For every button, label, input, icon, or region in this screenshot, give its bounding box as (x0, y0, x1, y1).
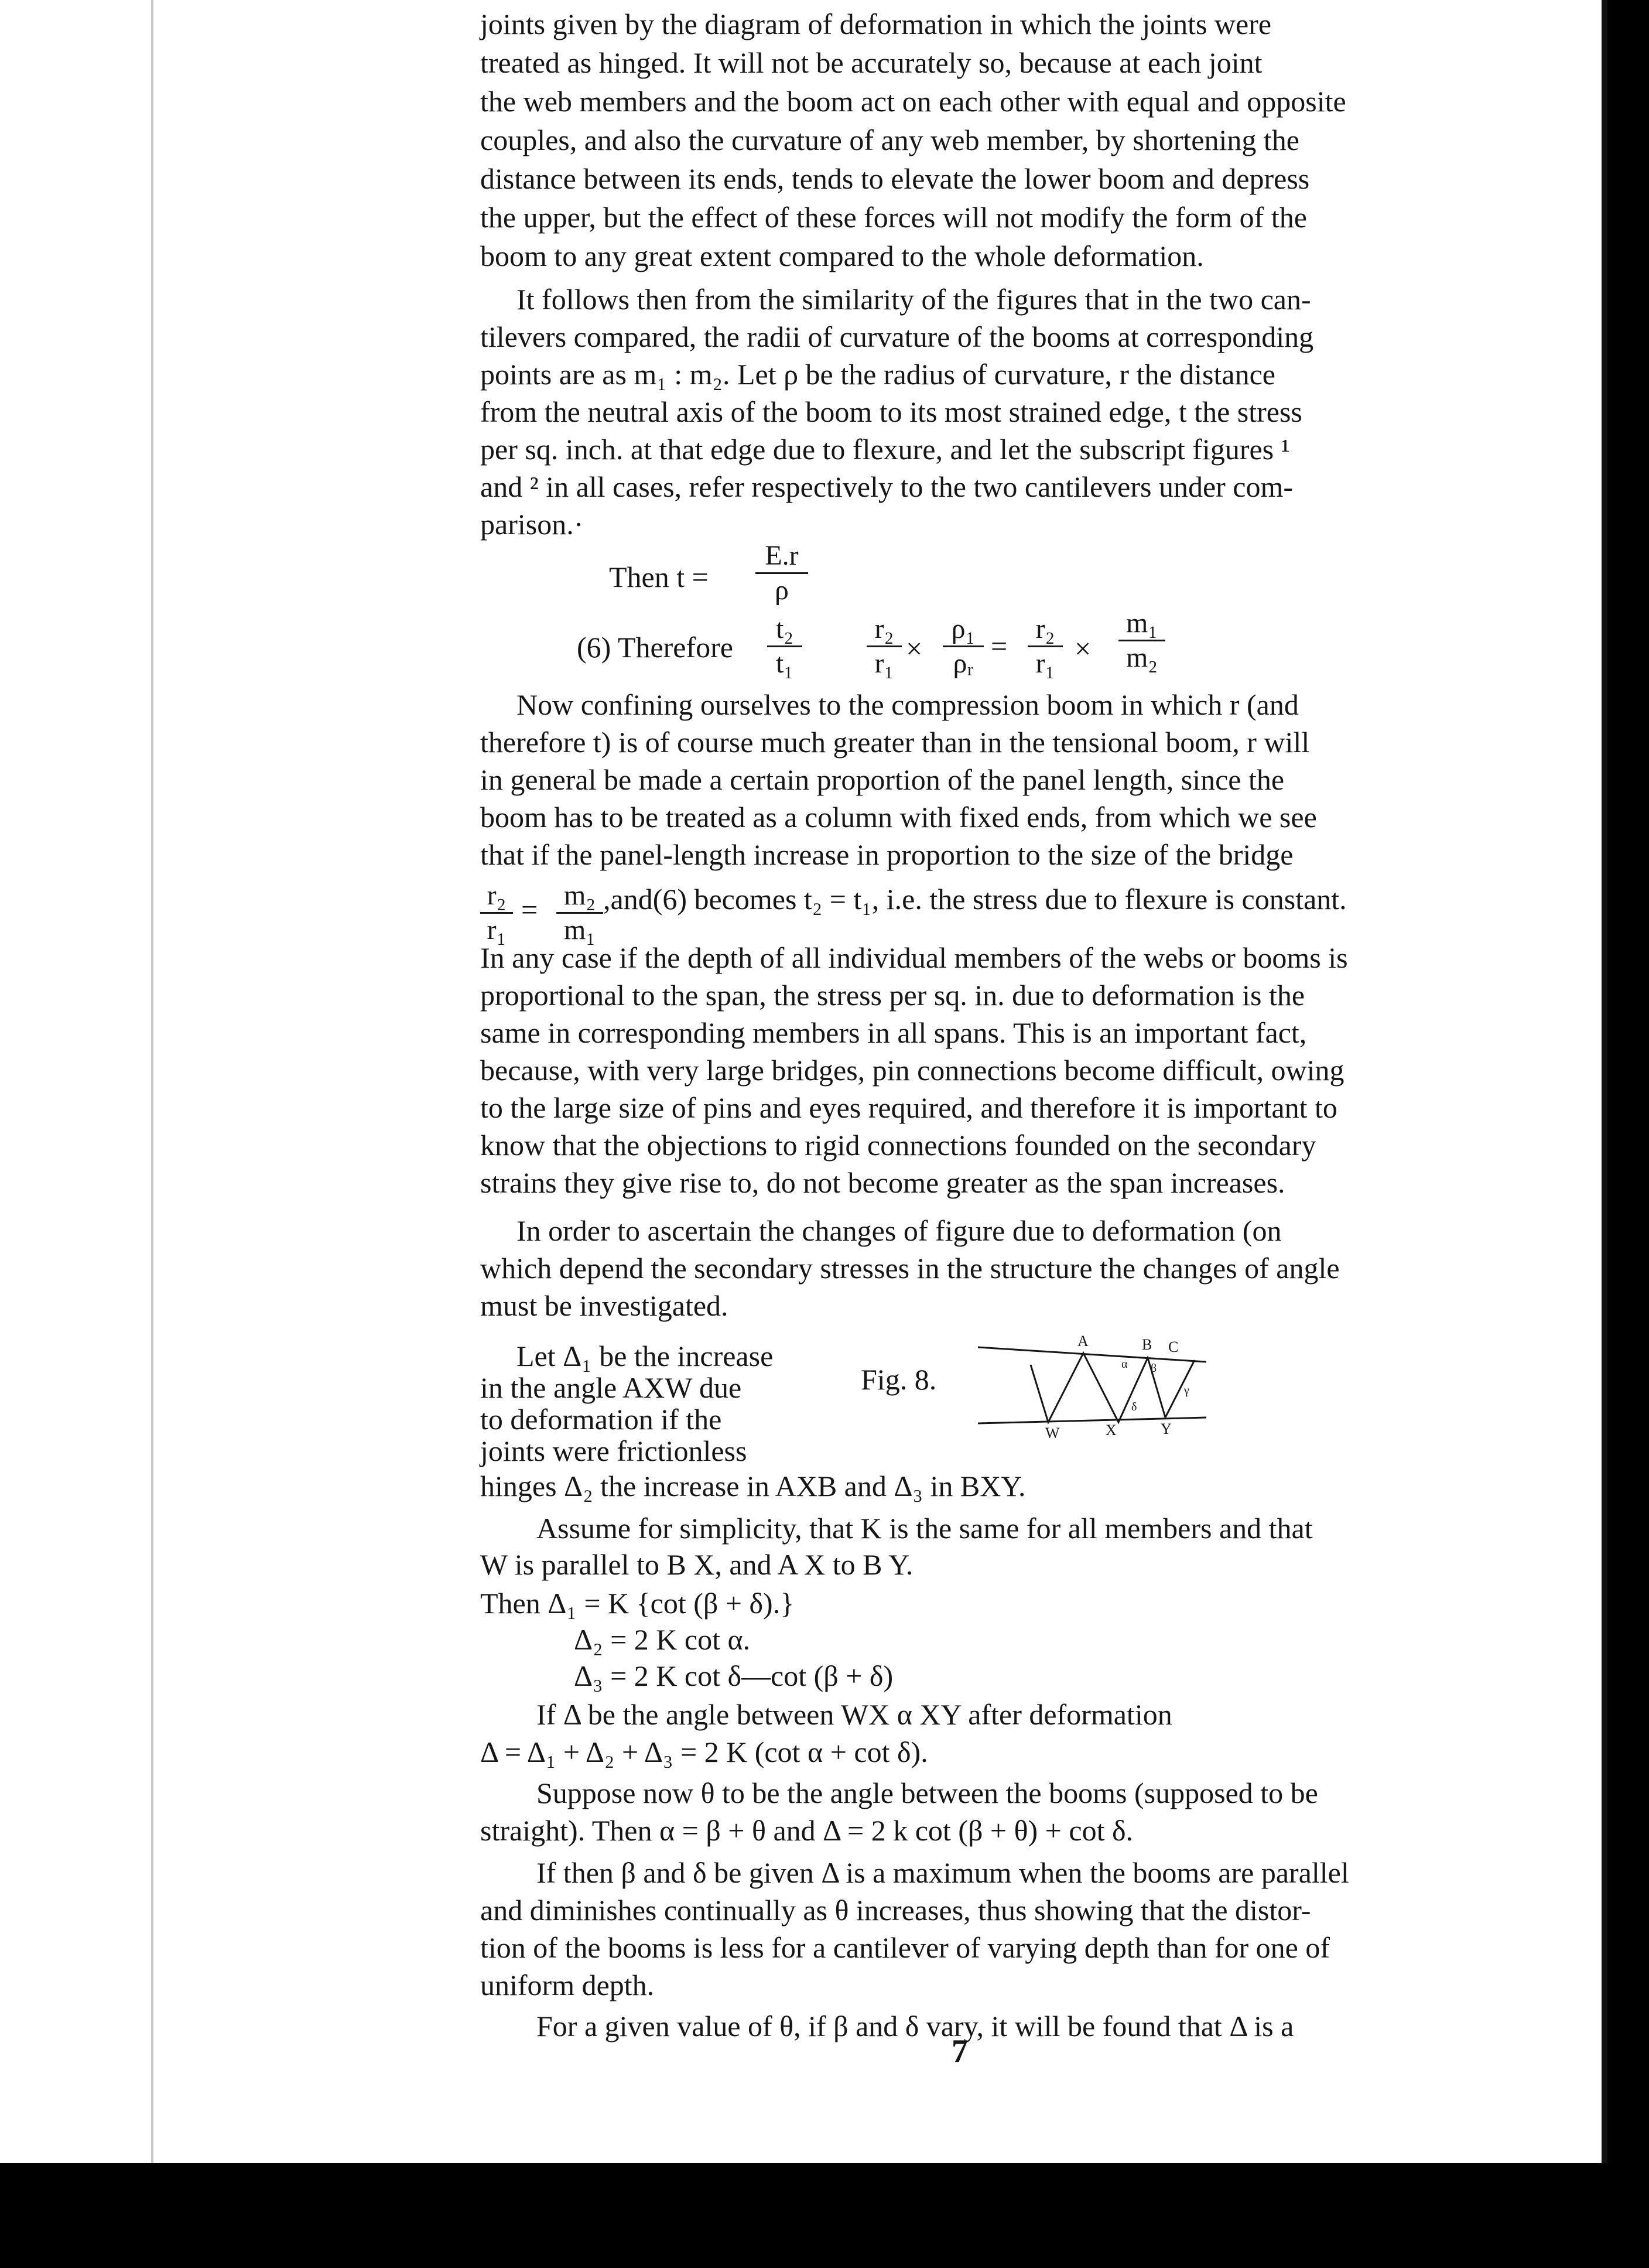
label-delta: δ (1131, 1401, 1137, 1413)
label-a: A (1077, 1333, 1089, 1350)
text-line: strains they give rise to, do not become greater as the span increases. (480, 1166, 1285, 1199)
fraction-denominator: ρᵣ (953, 648, 974, 679)
fraction (943, 615, 984, 678)
text-line: ,and(6) becomes t₂ = t₁, i.e. the stress due to flexure is constant. (603, 883, 1347, 916)
text-line: For a given value of θ, if β and δ vary, it will be found that Δ is a (536, 2010, 1294, 2042)
scan-background (0, 2163, 1649, 2268)
web-member (1165, 1360, 1195, 1418)
text-line: which depend the secondary stresses in the structure the changes of angle (480, 1252, 1340, 1285)
text-line: straight). Then α = β + θ and Δ = 2 k cot (β + θ) + cot δ. (480, 1814, 1134, 1847)
fraction-denominator: r₁ (487, 914, 507, 945)
text-line: and diminishes continually as θ increases, thus showing that the distor- (480, 1894, 1311, 1927)
page-fold-line (151, 0, 153, 2163)
fraction-numerator: r₂ (874, 613, 894, 644)
web-members (1031, 1353, 1165, 1422)
times-sign: × (1075, 632, 1092, 665)
text-line: tilevers compared, the radii of curvature of the booms at corresponding (480, 320, 1314, 353)
equation-label: Then t = (609, 561, 709, 593)
equation-line: Then Δ₁ = K {cot (β + δ).} (480, 1587, 795, 1620)
lower-boom-line (978, 1418, 1206, 1423)
label-alpha: α (1121, 1358, 1128, 1371)
text-line: distance between its ends, tends to elevate the lower boom and depress (480, 162, 1310, 195)
text-line: and ² in all cases, refer respectively to the two cantilevers under com- (480, 470, 1294, 503)
text-line: joints given by the diagram of deformation in which the joints were (480, 8, 1272, 40)
fraction (480, 882, 513, 944)
text-line: boom has to be treated as a column with fixed ends, from which we see (480, 801, 1317, 834)
fraction-numerator: m₁ (1125, 607, 1158, 638)
equals-sign: = (521, 893, 538, 926)
fraction-denominator: t₁ (775, 648, 794, 679)
text-line: from the neutral axis of the boom to its most strained edge, t the stress (480, 395, 1302, 428)
equation-label: (6) Therefore (577, 631, 733, 664)
fraction (1118, 609, 1165, 672)
text-line: uniform depth. (480, 1969, 655, 2001)
text-line: in general be made a certain proportion of the panel length, since the (480, 763, 1285, 796)
label-b: B (1142, 1336, 1152, 1353)
fraction (767, 615, 802, 678)
text-line: therefore t) is of course much greater than in the tensional boom, r will (480, 726, 1310, 759)
label-c: C (1168, 1338, 1179, 1355)
figure-label: Fig. 8. (861, 1363, 937, 1396)
text-line: treated as hinged. It will not be accurately so, because at each joint (480, 46, 1263, 79)
text-line: Now confining ourselves to the compression boom in which r (and (516, 688, 1299, 721)
fraction (1028, 615, 1063, 678)
equals-sign: = (991, 630, 1008, 662)
fraction-numerator: r₂ (487, 880, 507, 911)
truss-figure (972, 1330, 1218, 1447)
text-line: It follows then from the similarity of the figures that in the two can- (516, 283, 1311, 316)
text-line: couples, and also the curvature of any web member, by shortening the (480, 124, 1299, 156)
label-gamma: γ (1184, 1384, 1189, 1397)
fraction-numerator: ρ₁ (951, 613, 976, 644)
text-line: same in corresponding members in all spans. This is an important fact, (480, 1016, 1307, 1049)
label-x: X (1106, 1422, 1117, 1439)
page-edge-line (1602, 0, 1607, 2163)
fraction-denominator: ρ (775, 575, 789, 606)
text-line: joints were frictionless (480, 1434, 747, 1467)
text-line: In any case if the depth of all individual members of the webs or booms is (480, 941, 1348, 974)
text-line: in the angle AXW due (480, 1371, 742, 1404)
text-line: because, with very large bridges, pin connections become difficult, owing (480, 1054, 1344, 1087)
text-line: boom to any great extent compared to the whole deformation. (480, 240, 1204, 272)
text-line: If Δ be the angle between WX α XY after deformation (536, 1698, 1172, 1731)
text-line: proportional to the span, the stress per sq. in. due to deformation is the (480, 979, 1305, 1012)
fraction-denominator: r₁ (874, 648, 894, 679)
text-line: that if the panel-length increase in proportion to the size of the bridge (480, 838, 1294, 871)
label-w: W (1045, 1425, 1060, 1442)
label-y: Y (1161, 1420, 1172, 1437)
text-line: to deformation if the (480, 1403, 722, 1436)
fraction (755, 542, 808, 604)
text-line: Suppose now θ to be the angle between the booms (supposed to be (536, 1777, 1318, 1809)
text-line: parison.· (480, 508, 584, 541)
text-line: to the large size of pins and eyes required, and therefore it is important to (480, 1091, 1337, 1124)
times-sign: × (906, 632, 923, 665)
text-line: If then β and δ be given Δ is a maximum when the booms are parallel (536, 1856, 1349, 1889)
fraction (556, 882, 603, 944)
text-line: know that the objections to rigid connections founded on the secondary (480, 1129, 1316, 1162)
text-line: points are as m₁ : m₂. Let ρ be the radius of curvature, r the distance (480, 358, 1275, 391)
text-line: tion of the booms is less for a cantilever of varying depth than for one of (480, 1931, 1330, 1964)
text-line: In order to ascertain the changes of figure due to deformation (on (516, 1214, 1282, 1247)
label-beta: β (1151, 1362, 1157, 1375)
text-line: hinges Δ₂ the increase in AXB and Δ₃ in BXY. (480, 1470, 1026, 1502)
fraction-numerator: m₂ (563, 880, 596, 911)
fraction-denominator: m₂ (1125, 642, 1158, 673)
text-line: the upper, but the effect of these forces will not modify the form of the (480, 201, 1307, 234)
equation-line: Δ = Δ₁ + Δ₂ + Δ₃ = 2 K (cot α + cot δ). (480, 1736, 928, 1768)
text-line: Let Δ₁ be the increase (516, 1340, 774, 1372)
text-line: W is parallel to B X, and A X to B Y. (480, 1548, 914, 1581)
text-line: the web members and the boom act on each other with equal and opposite (480, 85, 1346, 118)
equation-line: Δ₂ = 2 K cot α. (574, 1623, 751, 1656)
fraction-numerator: r₂ (1035, 613, 1055, 644)
text-line: Assume for simplicity, that K is the same for all members and that (536, 1512, 1313, 1545)
text-line: per sq. inch. at that edge due to flexure, and let the subscript figures ¹ (480, 433, 1290, 466)
fraction (867, 615, 902, 678)
fraction-numerator: E.r (765, 540, 799, 571)
fraction-denominator: r₁ (1035, 648, 1055, 679)
fraction-numerator: t₂ (775, 613, 794, 644)
page-number: 7 (952, 2033, 968, 2069)
equation-line: Δ₃ = 2 K cot δ—cot (β + δ) (574, 1659, 894, 1692)
fraction-denominator: m₁ (563, 914, 596, 945)
text-line: must be investigated. (480, 1289, 728, 1322)
